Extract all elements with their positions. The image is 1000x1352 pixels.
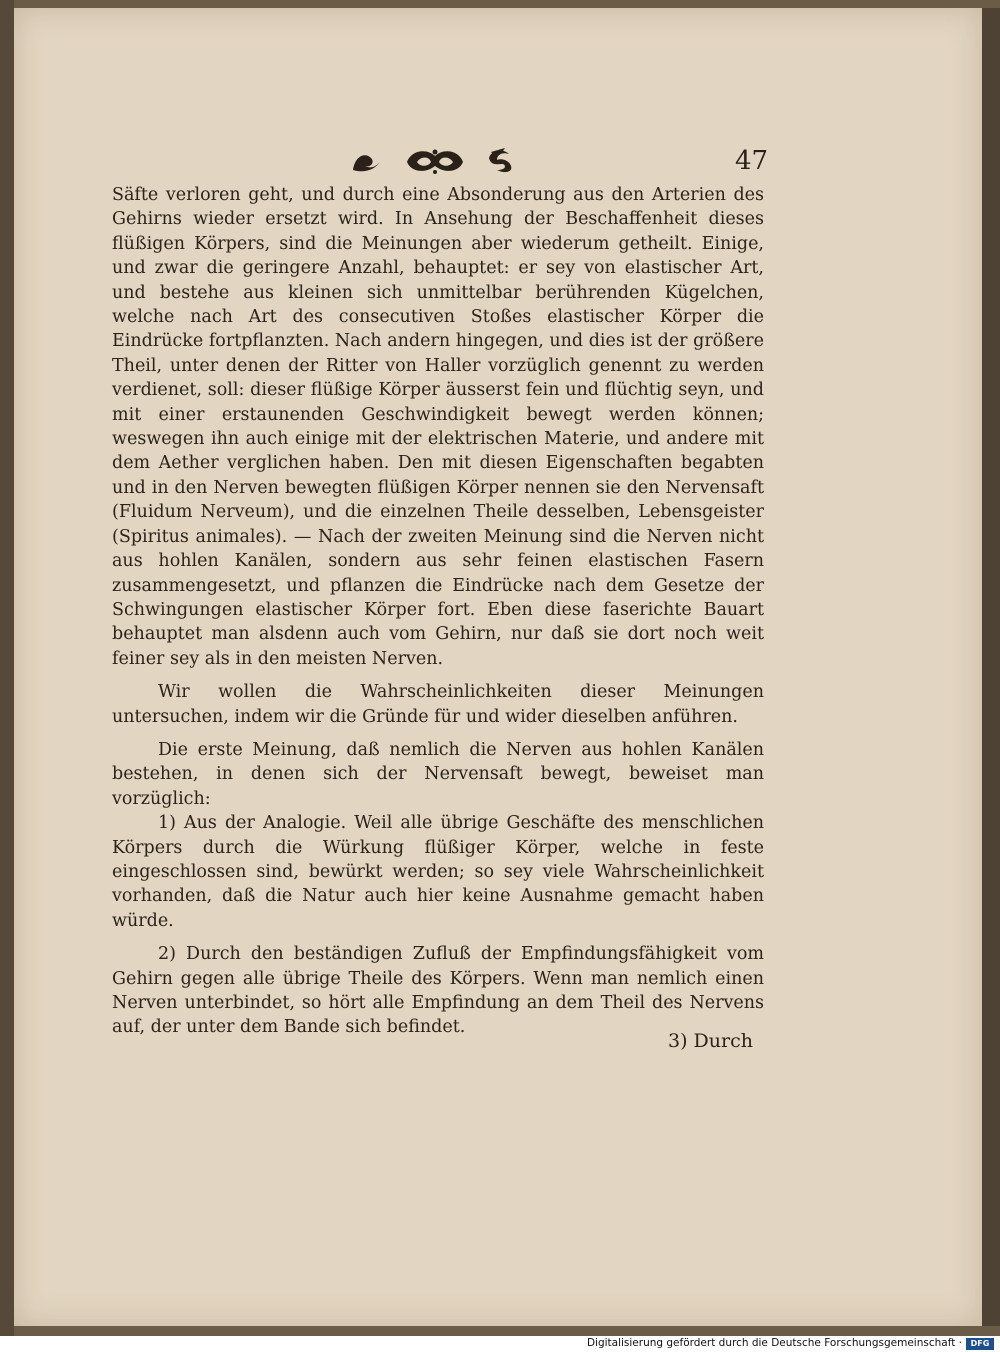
list-item-2: 2) Durch den beständigen Zufluß der Empfindungsfähigkeit vom Gehirn gegen alle übrige Theile des Körpers. Wenn man nemlich einen Nerven unterbindet, so hört alle Empfindung an dem Theil des Nervens auf, der unter dem Bande sich befindet. <box>112 944 764 1038</box>
page-number: 47 <box>735 146 769 176</box>
footer-bar <box>0 1336 1000 1352</box>
paragraph: Wir wollen die Wahrscheinlichkeiten dieser Meinungen untersuchen, indem wir die Gründe für und wider dieselben anführen. <box>112 682 764 727</box>
footer-credit: Digitalisierung gefördert durch die Deutsche Forschungsgemeinschaft · <box>586 1337 962 1349</box>
catchword: 3) Durch <box>668 1030 753 1052</box>
book-left-edge <box>0 0 14 1336</box>
list-item-1: 1) Aus der Analogie. Weil alle übrige Geschäfte des menschlichen Körpers durch die Würkung flüßiger Körper, welche in feste eingeschlossen sind, bewürkt werden; so sey viele Wahrscheinlichkeit vorhanden, daß die Natur auch hier keine Ausnahme gemacht haben würde. <box>112 813 764 931</box>
book-right-edge <box>982 8 1000 1326</box>
paragraph-continued: Säfte verloren geht, und durch eine Absonderung aus den Arterien des Gehirns wieder ersetzt wird. In Ansehung der Beschaffenheit dieses flüßigen Körpers, sind die Meinungen aber wiederum getheilt. Einige, und zwar die geringere Anzahl, behauptet: er sey von elastischer Art, und bestehe aus kleinen sich unmittelbar berührenden Kügelchen, welche nach Art des consecutiven Stoßes elastischer Körper die Eindrücke fortpflanzten. Nach andern hingegen, und dies ist der größere Theil, unter denen der Ritter von Haller vorzüglich genennt zu werden verdienet, soll: dieser flüßige Körper äusserst fein und flüchtig seyn, und mit einer erstaunenden Geschwindigkeit bewegt werden können; weswegen ihn auch einige mit der elektrischen Materie, und andere mit dem Aether verglichen haben. Den mit diesen Eigenschaften begabten und in den Nerven bewegten flüßigen Körper nennen sie den Nervensaft (Fluidum Nerveum), und die einzelnen Theile desselben, Lebensgeister (Spiritus animales). — Nach der zweiten Meinung sind die Nerven nicht aus hohlen Kanälen, sondern aus sehr feinen elastischen Fasern zusammengesetzt, und pflanzen die Eindrücke nach dem Gesetze der Schwingungen elastischer Körper fort. Eben diese faserichte Bauart behauptet man alsdenn auch vom Gehirn, nur daß sie dort noch weit feiner sey als in den meisten Nerven. <box>112 185 764 669</box>
fleuron-ornament-icon <box>345 144 525 176</box>
page-body-text <box>112 183 764 1040</box>
page-header <box>0 138 1000 188</box>
dfg-logo: DFG <box>966 1338 994 1350</box>
paragraph: Die erste Meinung, daß nemlich die Nerven aus hohlen Kanälen bestehen, in denen sich der Nervensaft bewegt, beweiset man vorzüglich: <box>112 739 764 809</box>
